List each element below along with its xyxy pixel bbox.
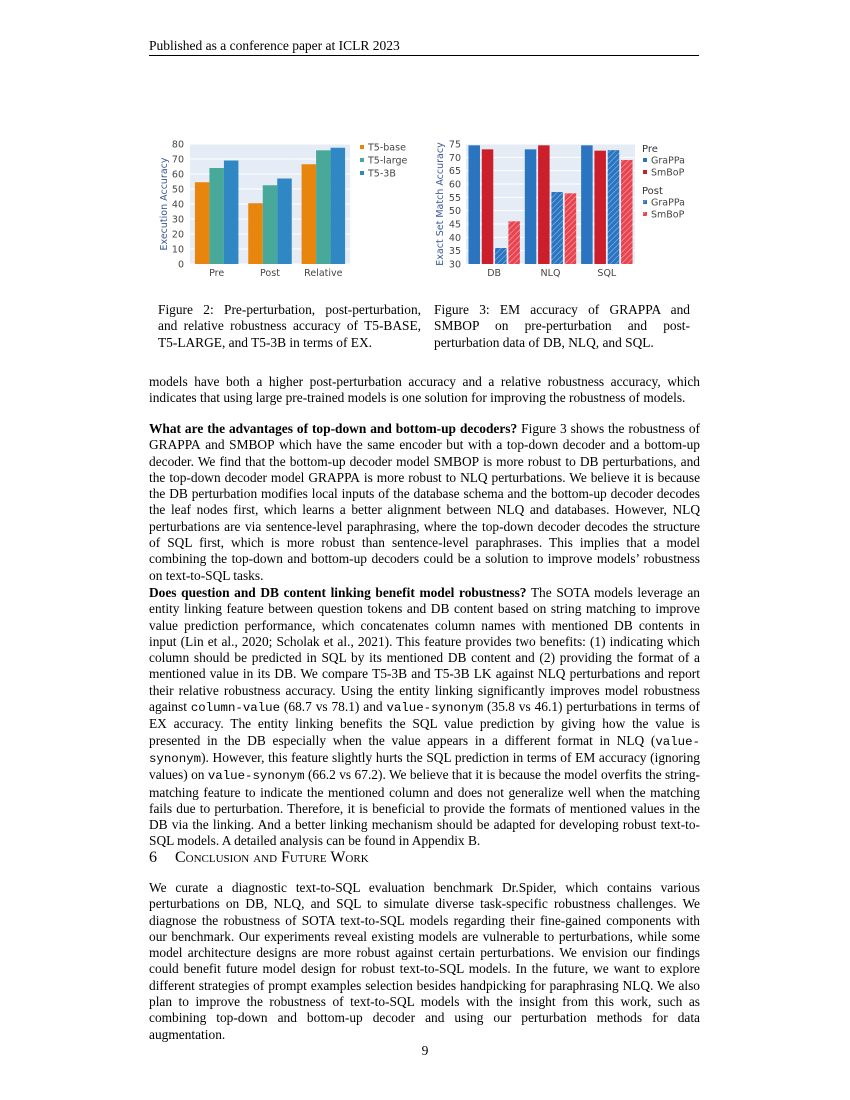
text-run: (68.7 vs 78.1) and xyxy=(280,699,387,715)
y-tick-label: 50 xyxy=(448,206,461,218)
bar xyxy=(224,161,239,265)
y-tick-label: 50 xyxy=(171,184,184,196)
page-number: 9 xyxy=(421,1043,429,1058)
figure-3 xyxy=(434,134,714,284)
legend-group-title: Post xyxy=(642,186,663,197)
model-name-grappa: GRAPPA xyxy=(149,437,201,453)
figure-2-chart xyxy=(158,134,438,284)
text-run: is more robust to DB perturbations, and the top-down decoder model xyxy=(149,453,700,485)
y-tick-label: 20 xyxy=(171,229,184,241)
section-number: 6 xyxy=(149,849,157,866)
bar xyxy=(525,149,537,264)
figure-3-chart xyxy=(434,134,714,284)
bar xyxy=(581,145,593,264)
paragraph-3-text: We curate a diagnostic text-to-SQL evaluation benchmark Dr.Spider, which contains various perturbations on DB, NLQ, and SQL to simulate diverse task-specific robustness challenges. We diagnose the robustness of SOTA text-to-SQL models regarding their fine-gained components with our benchmark. Our experiments reveal existing models are vulnerable to perturbations, while some model architecture designs are more robust against certain perturbations. We envision our findings could benefit future model design for robust text-to-SQL models. In the future, we want to explore different strategies of prompt examples selection besides handpicking for paraphrasing NLQ. We also plan to improve the robustness of text-to-SQL models with the insight from this work, such as combining top-down and bottom-up decoder and using our perturbation methods for data augmentation. xyxy=(149,880,700,1042)
bar xyxy=(538,145,550,264)
bar xyxy=(495,248,507,264)
y-tick-label: 30 xyxy=(171,214,184,226)
x-tick-label: Pre xyxy=(209,268,225,279)
x-tick-label: DB xyxy=(487,268,502,279)
x-tick-label: Post xyxy=(260,268,280,279)
legend-swatch xyxy=(360,171,364,175)
text-run: (35.8 vs 46.1) perturbations in terms of EX accuracy. The entity linking benefits the SQL value prediction by giving how the value is presented in the DB especially when the value appears in a different format in NLQ ( xyxy=(149,699,700,748)
legend-label: SmBoP xyxy=(651,167,685,179)
figure-2 xyxy=(158,134,438,284)
figure-2-caption: Figure 2: Pre-perturbation, post-perturbation, and relative robustness accuracy of T5-BASE, T5-LARGE, and T5-3B in terms of EX. xyxy=(158,302,421,350)
bar xyxy=(608,150,620,264)
legend-label: GraPPa xyxy=(651,155,685,167)
x-tick-label: SQL xyxy=(597,268,617,279)
paragraph-2-lead: Does question and DB content linking benefit model robustness? xyxy=(149,585,527,600)
model-name-smbop: SMBOP xyxy=(433,453,480,469)
text-run: (66.2 vs 67.2). We believe that it is because the model overfits the string-matching feature to indicate the mentioned column and does not generalize well when the matching fails due to perturbation. Therefore, it is beneficial to provide the formats of mentioned values in the DB via the linking. And a better linking mechanism should be adapted for developing robust text-to-SQL models. A detailed analysis can be found in Appendix B. xyxy=(149,767,701,849)
y-tick-label: 0 xyxy=(177,259,184,271)
legend-swatch xyxy=(643,170,647,174)
code-value-synonym: value-synonym xyxy=(149,734,700,766)
legend-label: SmBoP xyxy=(651,209,685,221)
text-run: and xyxy=(200,437,230,453)
section-title: Conclusion and Future Work xyxy=(175,849,369,866)
y-tick-label: 80 xyxy=(171,139,184,151)
paragraph-3 xyxy=(149,880,700,1043)
bar xyxy=(209,168,224,264)
x-tick-label: NLQ xyxy=(540,268,561,279)
y-axis-label: Execution Accuracy xyxy=(159,157,170,251)
paragraph-1-lead: What are the advantages of top-down and bottom-up decoders? xyxy=(149,421,518,436)
bar xyxy=(277,179,292,265)
header-rule xyxy=(149,55,699,56)
bar xyxy=(468,145,480,264)
y-tick-label: 40 xyxy=(171,199,184,211)
legend-swatch xyxy=(643,212,647,216)
y-tick-label: 70 xyxy=(448,152,461,164)
bar xyxy=(482,149,494,264)
y-tick-label: 75 xyxy=(448,139,461,151)
bar xyxy=(248,203,263,264)
y-axis-label: Exact Set Match Accuracy xyxy=(435,142,446,266)
paragraph-2 xyxy=(149,585,700,850)
bar xyxy=(621,160,633,264)
x-tick-label: Relative xyxy=(304,268,343,279)
bar xyxy=(551,192,563,264)
legend-swatch xyxy=(643,158,647,162)
y-tick-label: 30 xyxy=(448,259,461,271)
bar xyxy=(263,185,278,264)
code-value-synonym: value-synonym xyxy=(386,701,484,716)
section-heading xyxy=(149,849,369,867)
legend-swatch xyxy=(360,158,364,162)
y-tick-label: 10 xyxy=(171,244,184,256)
bar xyxy=(594,151,606,264)
text-run: The SOTA models leverage an entity linking feature between question tokens and DB content based on string matching to improve value prediction performance, which concatenates column names with mentioned DB contents in input (Lin et al., 2020; Scholak et al., 2021). This feature provides two benefits: (1) indicating which column should be predicted in SQL by its mentioned DB content and (2) providing the format of a mentioned value in its DB. We compare T5-3B and T5-3B LK against NLQ perturbations and report their relative robustness accuracy. Using the entity linking significantly improves model robustness against xyxy=(149,585,700,715)
legend-label: GraPPa xyxy=(651,197,685,209)
legend-swatch xyxy=(360,145,364,149)
paragraph-1 xyxy=(149,421,700,584)
legend-label: T5-large xyxy=(368,155,408,167)
code-column-value: column-value xyxy=(190,701,281,716)
bar xyxy=(565,193,577,264)
legend-label: T5-base xyxy=(368,142,406,154)
text-run: is more robust to NLQ perturbations. We believe it is because the DB perturbation modifies local inputs of the database schema and the bottom-up decoder decodes the leaf nodes first, which learns a better alignment between NLQ and databases. However, NLQ perturbations are via sentence-level paraphrasing, where the top-down decoder decodes the structure of SQL first, which is more robust than sentence-level paraphrases. This implies that a model combining the top-down and bottom-up decoders could be a solution to improve models’ robustness on text-to-SQL tasks. xyxy=(149,469,701,583)
text-run: Figure 3 shows the robustness of xyxy=(517,421,700,436)
bar xyxy=(302,164,317,264)
legend-swatch xyxy=(643,200,647,204)
y-tick-label: 60 xyxy=(448,179,461,191)
model-name-smbop: SMBOP xyxy=(229,437,275,453)
code-value-synonym: value-synonym xyxy=(207,769,305,784)
model-name-grappa: GRAPPA xyxy=(308,469,360,485)
y-tick-label: 55 xyxy=(448,192,461,204)
bar xyxy=(316,150,331,264)
y-tick-label: 35 xyxy=(448,246,461,258)
legend-group-title: Pre xyxy=(642,144,658,155)
paragraph-1-text xyxy=(149,421,700,584)
y-tick-label: 45 xyxy=(448,219,461,231)
bar xyxy=(331,148,346,264)
text-run: which have the same encoder but with a top-down decoder and a bottom-up decoder. We find that the bottom-up decoder model xyxy=(149,437,701,469)
y-tick-label: 65 xyxy=(448,166,461,178)
paragraph-2-text xyxy=(149,585,700,850)
figure-3-caption: Figure 3: EM accuracy of GRAPPA and SMBOP on pre-perturbation and post-perturbation data of DB, NLQ, and SQL. xyxy=(434,302,690,350)
y-tick-label: 70 xyxy=(171,154,184,166)
legend-label: T5-3B xyxy=(368,168,396,180)
bar xyxy=(508,221,520,264)
paragraph-0-text: models have both a higher post-perturbation accuracy and a relative robustness accuracy, which indicates that using large pre-trained models is one solution for improving the robustness of models. xyxy=(149,374,700,406)
y-tick-label: 60 xyxy=(171,169,184,181)
y-tick-label: 40 xyxy=(448,232,461,244)
text-run: ). However, this feature slightly hurts the SQL prediction in terms of EM accuracy (ignoring values) on xyxy=(149,749,700,783)
paragraph-0 xyxy=(149,374,700,407)
running-header: Published as a conference paper at ICLR 2023 xyxy=(149,38,400,53)
bar xyxy=(195,182,210,264)
